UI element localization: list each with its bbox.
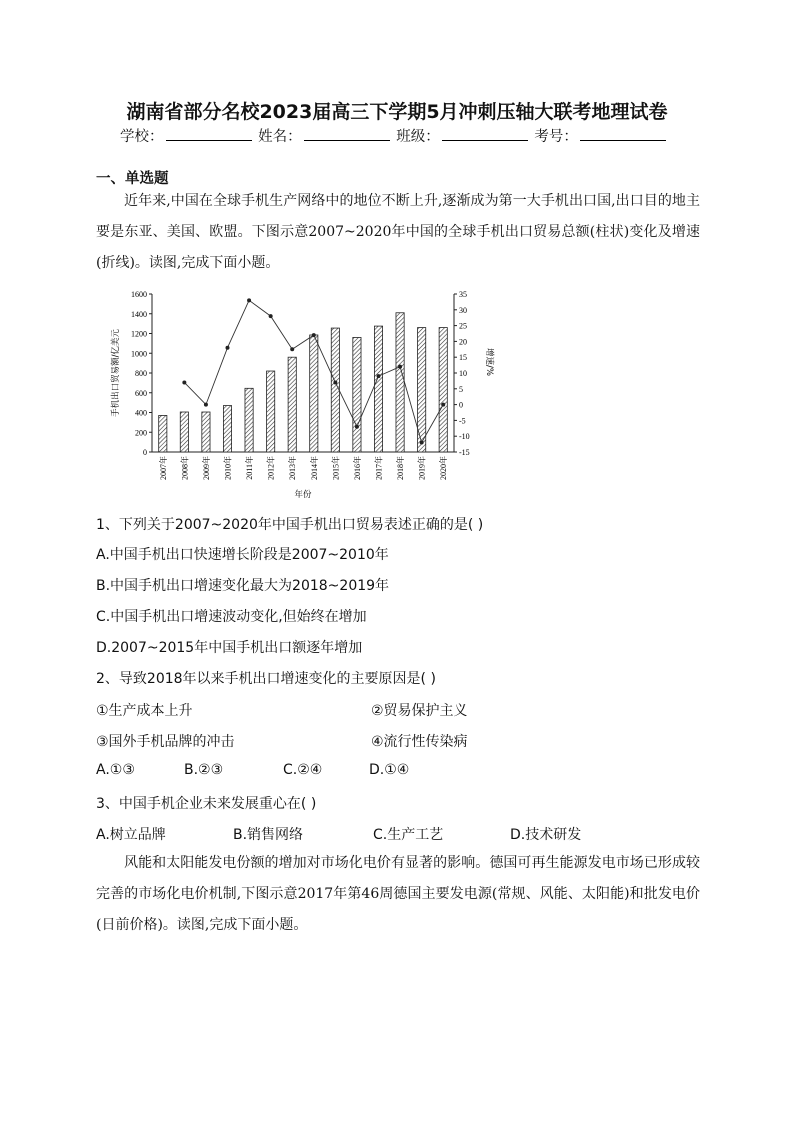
q3-option-b: B.销售网络 <box>233 827 304 843</box>
growth-point <box>441 403 445 407</box>
y2-tick-label: 35 <box>459 290 467 299</box>
x-tick-label: 2015年 <box>331 456 341 480</box>
y2-tick-label: -10 <box>459 432 470 442</box>
growth-point <box>247 298 251 302</box>
class-label: 班级： <box>396 129 440 145</box>
y-tick-label: 1400 <box>131 309 147 319</box>
y2-tick-label: 0 <box>459 400 463 410</box>
y-tick-label: 600 <box>135 388 147 398</box>
q2-item-2: ②贸易保护主义 <box>371 703 468 719</box>
y2-tick-label: 15 <box>459 353 467 363</box>
question-1-stem: 1、下列关于2007~2020年中国手机出口贸易表述正确的是( ) <box>96 517 484 533</box>
class-field <box>442 126 528 141</box>
exam-no-label: 考号： <box>534 129 578 145</box>
growth-point <box>290 347 294 351</box>
q2-item-3: ③国外手机品牌的冲击 <box>96 734 235 750</box>
bar <box>180 412 188 452</box>
y-tick-label: 1600 <box>131 290 147 299</box>
passage-1 <box>96 186 700 279</box>
growth-point <box>182 380 186 384</box>
bar <box>202 412 210 452</box>
y2-tick-label: -15 <box>459 448 470 457</box>
passage-1-text: 近年来,中国在全球手机生产网络中的地位不断上升,逐渐成为第一大手机出口国,出口目的地主要是东亚、美国、欧盟。下图示意2007~2020年中国的全球手机出口贸易总额(柱状)变化及增速(折线)。读图,完成下面小题。 <box>96 193 700 271</box>
bar <box>396 313 404 452</box>
x-tick-label: 2014年 <box>309 456 319 480</box>
q2-option-d: D.①④ <box>369 762 410 778</box>
y-tick-label: 800 <box>135 369 147 378</box>
section-title: 一、单选题 <box>96 171 169 187</box>
passage-2-text: 风能和太阳能发电份额的增加对市场化电价有显著的影响。德国可再生能源发电市场已形成较完善的市场化电价机制,下图示意2017年第46周德国主要发电源(常规、风能、太阳能)和批发电价(日前价格)。读图,完成下面小题。 <box>96 855 700 933</box>
exam-title: 湖南省部分名校2023届高三下学期5月冲刺压轴大联考地理试卷 <box>126 101 668 123</box>
name-field <box>304 126 390 141</box>
q3-option-d: D.技术研发 <box>510 827 582 843</box>
school-label: 学校： <box>120 129 164 145</box>
y2-tick-label: 25 <box>459 321 467 331</box>
question-3-stem: 3、中国手机企业未来发展重心在( ) <box>96 796 317 812</box>
growth-point <box>333 380 337 384</box>
x-tick-label: 2020年 <box>439 456 449 480</box>
y2-tick-label: 5 <box>459 384 463 394</box>
growth-point <box>355 425 359 429</box>
q1-option-c: C.中国手机出口增速波动变化,但始终在增加 <box>96 609 367 625</box>
y-tick-label: 200 <box>135 428 147 438</box>
bar <box>288 357 296 452</box>
student-info-line <box>120 125 668 146</box>
x-tick-label: 2016年 <box>352 456 362 480</box>
q2-item-4: ④流行性传染病 <box>371 734 468 750</box>
y-tick-label: 1200 <box>131 329 147 339</box>
bar <box>310 335 318 452</box>
y-tick-label: 1000 <box>131 349 147 359</box>
q2-option-b: B.②③ <box>184 762 224 778</box>
x-tick-label: 2009年 <box>201 456 211 480</box>
y-tick-label: 400 <box>135 408 147 418</box>
q3-option-c: C.生产工艺 <box>373 827 444 843</box>
x-tick-label: 2013年 <box>288 456 298 480</box>
bar <box>159 415 167 452</box>
x-tick-label: 2008年 <box>180 456 190 480</box>
q1-option-b: B.中国手机出口增速变化最大为2018~2019年 <box>96 578 390 594</box>
y2-axis-title: 增速/% <box>484 348 494 376</box>
growth-point <box>204 403 208 407</box>
q2-option-c: C.②④ <box>283 762 323 778</box>
y2-tick-label: 10 <box>459 369 467 378</box>
passage-2 <box>96 848 700 941</box>
bar <box>245 388 253 452</box>
q1-option-a: A.中国手机出口快速增长阶段是2007~2010年 <box>96 547 389 563</box>
q2-option-a: A.①③ <box>96 762 135 778</box>
bar <box>374 326 382 452</box>
q1-option-d: D.2007~2015年中国手机出口额逐年增加 <box>96 640 363 656</box>
y2-tick-label: 20 <box>459 337 467 347</box>
x-tick-label: 2011年 <box>245 456 255 480</box>
x-tick-label: 2017年 <box>374 456 384 480</box>
x-tick-label: 2010年 <box>223 456 233 480</box>
growth-point <box>226 346 230 350</box>
y2-tick-label: 30 <box>459 305 467 315</box>
bar <box>439 328 447 452</box>
x-tick-label: 2018年 <box>396 456 406 480</box>
q3-option-a: A.树立品牌 <box>96 827 166 843</box>
growth-point <box>398 365 402 369</box>
x-tick-label: 2012年 <box>266 456 276 480</box>
y-axis-title: 手机出口贸易额/亿美元 <box>111 329 121 417</box>
y2-tick-label: -5 <box>459 416 466 426</box>
name-label: 姓名： <box>258 129 302 145</box>
growth-point <box>312 333 316 337</box>
bar <box>267 371 275 452</box>
school-field <box>166 126 252 141</box>
x-tick-label: 2007年 <box>158 456 168 480</box>
bar <box>223 406 231 452</box>
exam-no-field <box>580 126 666 141</box>
y-tick-label: 0 <box>143 448 147 457</box>
growth-point <box>269 314 273 318</box>
bar <box>331 328 339 452</box>
phone-export-chart <box>106 284 496 502</box>
growth-point <box>377 374 381 378</box>
question-2-stem: 2、导致2018年以来手机出口增速变化的主要原因是( ) <box>96 671 436 687</box>
bar <box>353 337 361 452</box>
growth-point <box>420 441 424 445</box>
x-tick-label: 2019年 <box>417 456 427 480</box>
q2-item-1: ①生产成本上升 <box>96 703 193 719</box>
x-axis-title: 年份 <box>294 490 312 500</box>
